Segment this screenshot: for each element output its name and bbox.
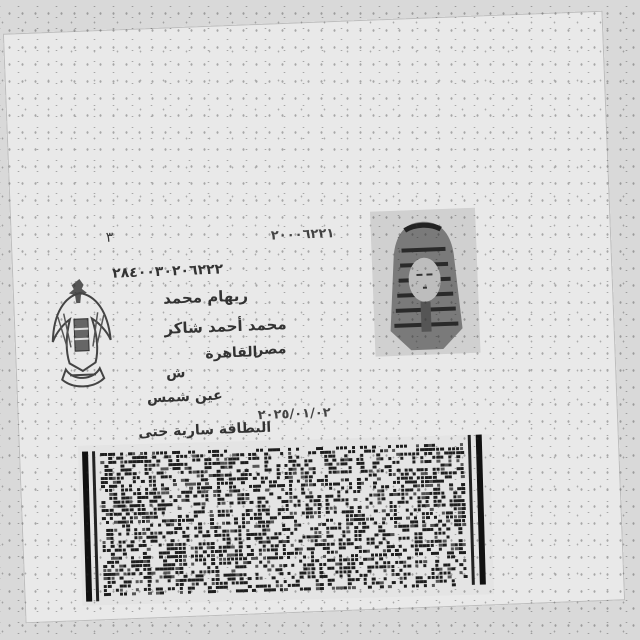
name-line-1: ريهام محمد xyxy=(162,286,249,308)
address-line-3: مصر xyxy=(254,341,287,359)
expiry-label: البطاقة سارية حتى xyxy=(138,419,272,441)
national-id-number: ٢٨٤٠٠٣٠٢٠٦٢٢٢ xyxy=(111,261,224,282)
header-number: ٢٠٠٠٦٢٢١ xyxy=(270,226,335,244)
address-line-1: القاهرة xyxy=(205,344,258,363)
barcode-icon xyxy=(78,434,494,605)
id-photo xyxy=(370,208,480,357)
address-line-4: عين شمس xyxy=(146,387,223,407)
expiry-date: ٢٠٢٥/٠١/٠٢ xyxy=(257,405,331,424)
address-line-2: ش xyxy=(165,364,186,382)
barcode-block xyxy=(78,434,494,605)
eagle-emblem-icon xyxy=(44,270,120,418)
name-line-2: محمد أحمد شاكر xyxy=(163,315,287,338)
corner-mark: ٣ xyxy=(105,229,114,246)
pharaoh-mask-icon xyxy=(370,208,480,357)
